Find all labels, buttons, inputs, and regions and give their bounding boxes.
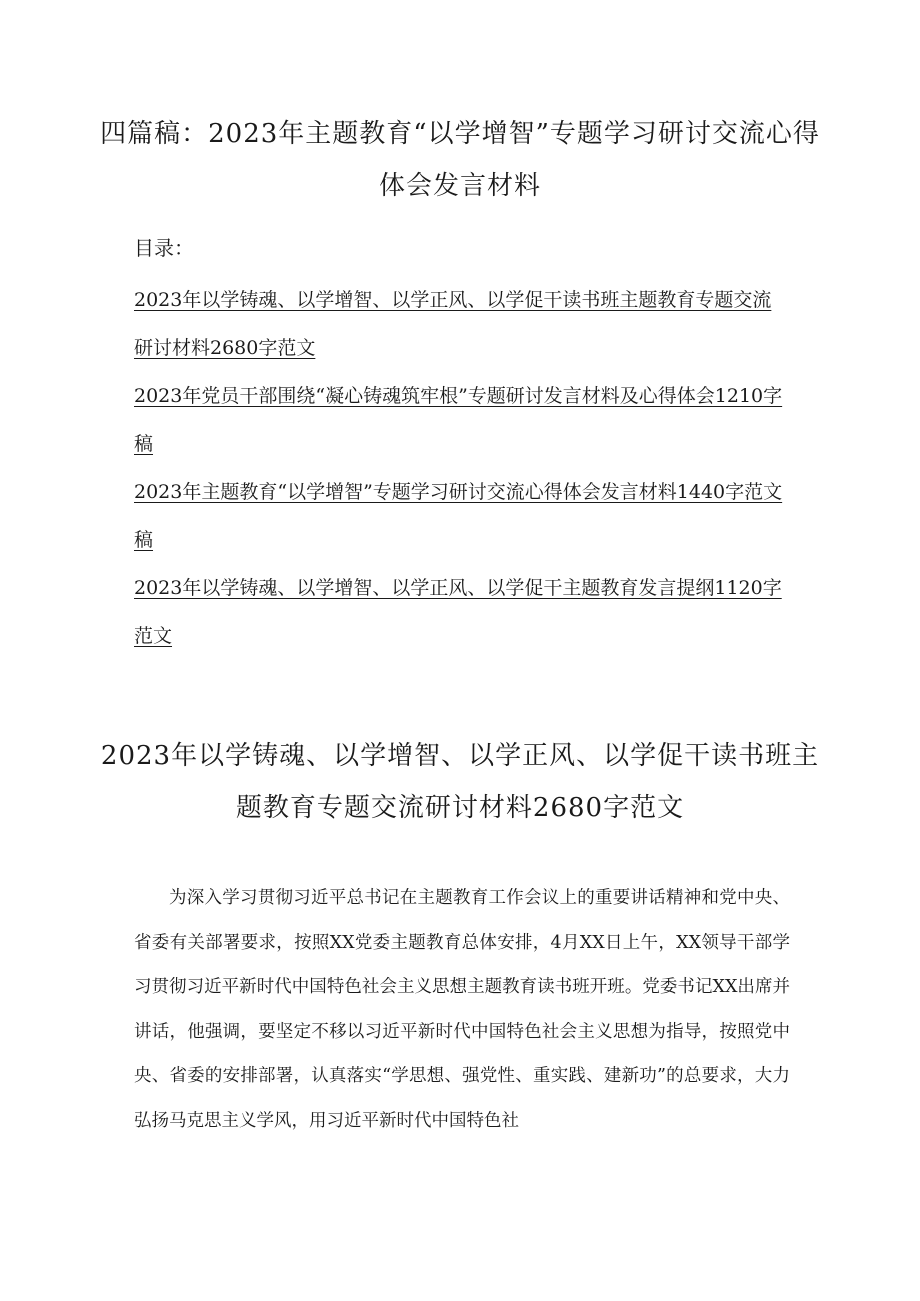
toc-link-4[interactable]: 2023年以学铸魂、以学增智、以学正风、以学促干主题教育发言提纲1120字范文 [134, 577, 782, 647]
table-of-contents [134, 232, 784, 660]
document-title: 四篇稿：2023年主题教育“以学增智”专题学习研讨交流心得体会发言材料 [100, 119, 820, 201]
body-paragraph: 为深入学习贯彻习近平总书记在主题教育工作会议上的重要讲话精神和党中央、省委有关部署要求，按照XX党委主题教育总体安排，4月XX日上午，XX领导干部学习贯彻习近平新时代中国特色社会主义思想主题教育读书班开班。党委书记XX出席并讲话，他强调，要坚定不移以习近平新时代中国特色社会主义思想为指导，按照党中央、省委的安排部署，认真落实“学思想、强党性、重实践、建新功”的总要求，大力弘扬马克思主义学风，用习近平新时代中国特色社 [134, 888, 790, 1131]
toc-link-2[interactable]: 2023年党员干部围绕“凝心铸魂筑牢根”专题研讨发言材料及心得体会1210字稿 [134, 385, 783, 455]
toc-label: 目录： [134, 236, 194, 260]
toc-link-3[interactable]: 2023年主题教育“以学增智”专题学习研讨交流心得体会发言材料1440字范文稿 [134, 481, 783, 551]
toc-link-1[interactable]: 2023年以学铸魂、以学增智、以学正风、以学促干读书班主题教育专题交流研讨材料2680字范文 [134, 289, 772, 359]
section-heading: 2023年以学铸魂、以学增智、以学正风、以学促干读书班主题教育专题交流研讨材料2680字范文 [100, 741, 820, 823]
